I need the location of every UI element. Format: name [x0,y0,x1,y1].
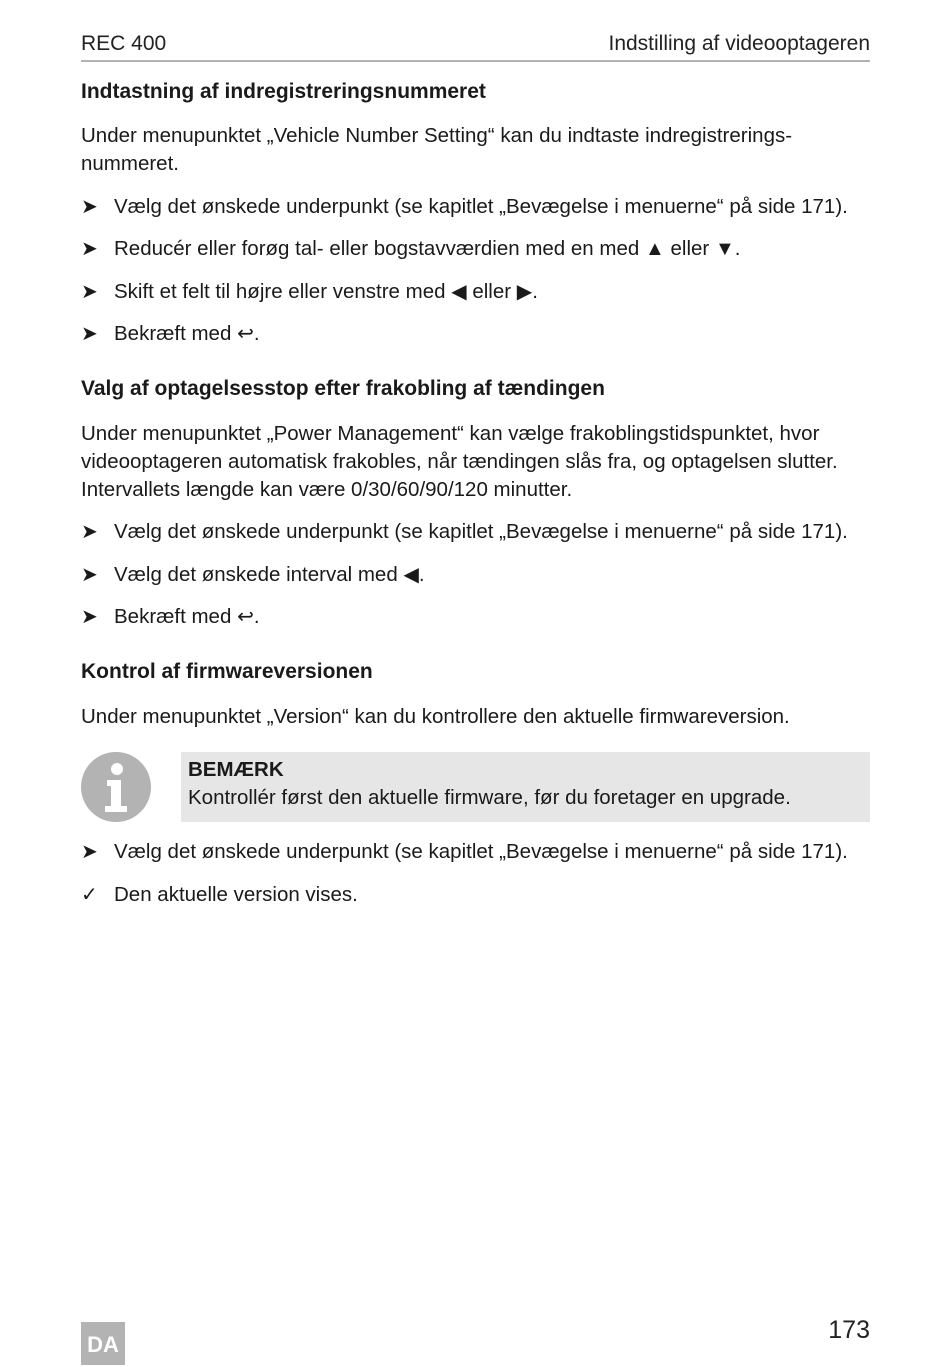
period: . [734,237,741,260]
enter-icon: ↩ [237,606,254,628]
section1-intro-line1: Under menupunktet „Vehicle Number Setting“ kan du indtaste indregistrerings- [81,124,793,147]
section2-intro-line3: Intervallets længde kan være 0/30/60/90/120 minutter. [81,478,573,501]
step-text-line [114,235,740,263]
arrow-bullet-icon: ➤ [81,564,98,586]
enter-icon: ↩ [237,323,254,345]
arrow-bullet-icon: ➤ [81,521,98,543]
eller-word: eller [472,280,512,303]
step-text: Bekræft med [114,322,232,345]
eller-word: eller [670,237,710,260]
section-heading-power: Valg af optagelsesstop efter frakobling af tændingen [81,377,605,400]
arrow-bullet-icon: ➤ [81,196,98,218]
period: . [418,563,425,586]
step-text: Bekræft med [114,605,232,628]
arrow-bullet-icon: ➤ [81,841,98,863]
page-number: 173 [828,1316,870,1344]
arrow-bullet-icon: ➤ [81,238,98,260]
page-header [81,30,870,62]
step-text: Vælg det ønskede underpunkt (se kapitlet „Bevægelse i menuerne“ på side 171). [114,195,848,218]
section3-intro: Under menupunktet „Version“ kan du kontrollere den aktuelle firmwareversion. [81,705,790,728]
header-model: REC 400 [81,32,167,55]
period: . [253,605,260,628]
step-text-line [114,278,538,306]
section2-intro-line2: videooptageren automatisk frakobles, når tændingen slås fra, og optagelsen slutter. [81,450,838,473]
section2-intro-line1: Under menupunktet „Power Management“ kan vælge frakoblingstidspunktet, hvor [81,422,820,445]
step-text-line [114,603,260,631]
note-title: BEMÆRK [188,758,284,781]
note-text: Kontrollér først den aktuelle firmware, før du foretager en upgrade. [188,786,791,809]
step-text: Reducér eller forøg tal- eller bogstavværdien med en med [114,237,640,260]
check-icon: ✓ [81,884,98,906]
left-triangle-icon: ◀ [403,564,419,586]
step-text-line [114,320,260,348]
section-heading-number: Indtastning af indregistreringsnummeret [81,80,486,103]
left-triangle-icon: ◀ [451,281,467,303]
arrow-bullet-icon: ➤ [81,281,98,303]
step-text: Vælg det ønskede underpunkt (se kapitlet „Bevægelse i menuerne“ på side 171). [114,520,848,543]
section1-intro-line2: nummeret. [81,152,179,175]
up-triangle-icon: ▲ [644,238,665,260]
header-chapter: Indstilling af videooptageren [608,32,870,55]
language-badge: DA [81,1322,125,1365]
down-triangle-icon: ▼ [714,238,735,260]
arrow-bullet-icon: ➤ [81,323,98,345]
arrow-bullet-icon: ➤ [81,606,98,628]
right-triangle-icon: ▶ [516,281,533,303]
period: . [253,322,260,345]
step-text: Vælg det ønskede interval med [114,563,398,586]
step-text: Vælg det ønskede underpunkt (se kapitlet „Bevægelse i menuerne“ på side 171). [114,840,848,863]
step-text: Skift et felt til højre eller venstre med [114,280,446,303]
step-text-line [114,561,425,589]
info-icon [81,752,151,822]
result-text: Den aktuelle version vises. [114,883,358,906]
note-box [181,752,870,822]
period: . [532,280,538,303]
section-heading-firmware: Kontrol af firmwareversionen [81,660,373,683]
